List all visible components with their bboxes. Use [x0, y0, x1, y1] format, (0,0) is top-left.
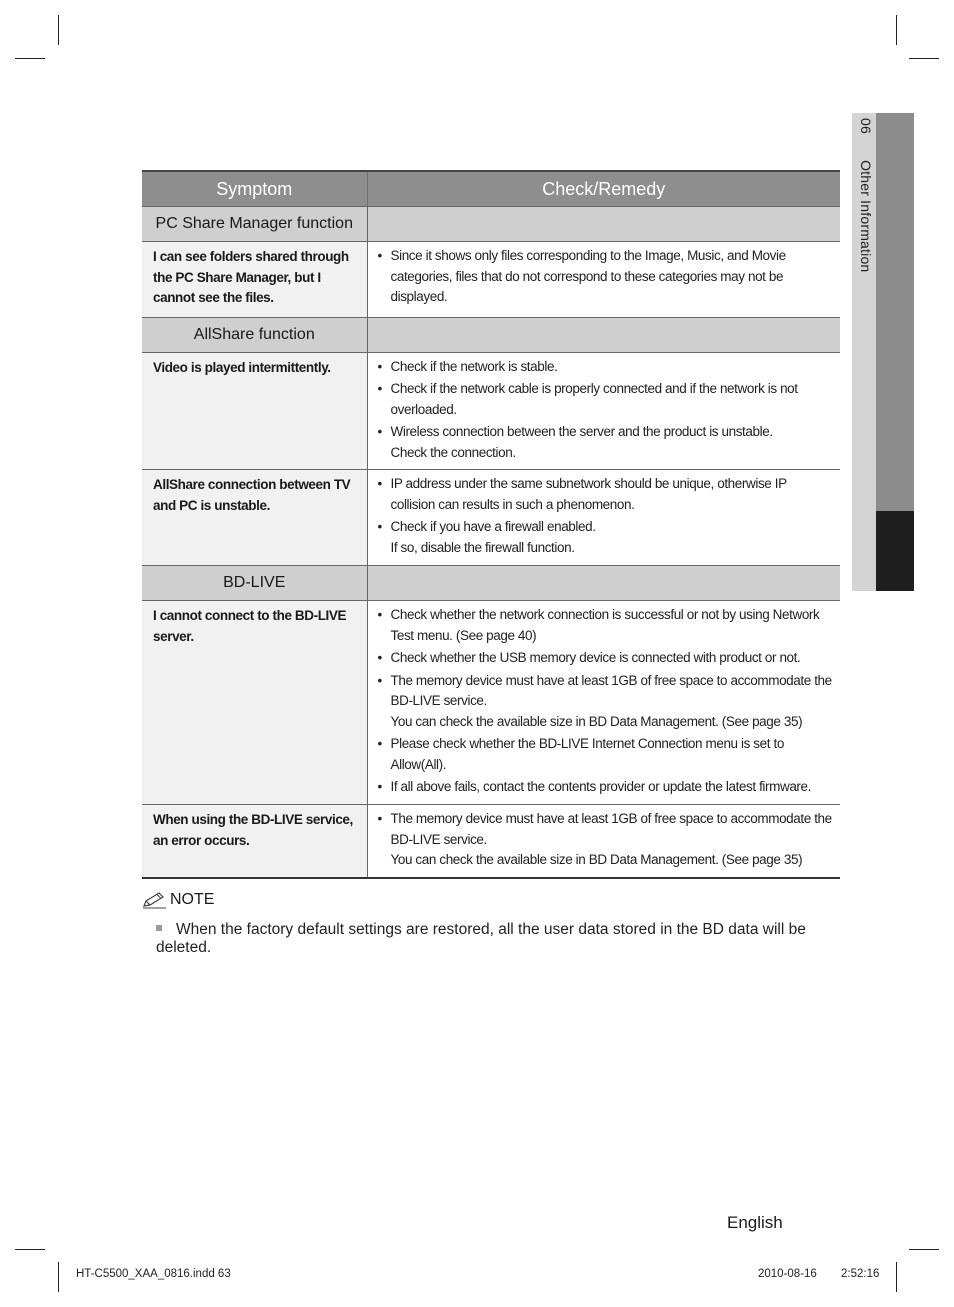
remedy-list — [378, 605, 833, 798]
section-title: BD-LIVE — [142, 566, 367, 601]
section-row — [142, 317, 840, 352]
troubleshooting-table — [142, 170, 840, 879]
table-row — [142, 352, 840, 470]
remedy-list — [378, 809, 833, 871]
footer-date: 2010-08-16 — [758, 1268, 817, 1280]
list-item — [378, 379, 833, 420]
table-row — [142, 601, 840, 805]
section-row — [142, 207, 840, 242]
symptom-cell: I can see folders shared through the PC Share Manager, but I cannot see the files. — [142, 242, 367, 318]
symptom-header: Symptom — [142, 171, 367, 207]
note-item — [156, 921, 846, 957]
section-row — [142, 566, 840, 601]
crop-mark — [15, 1249, 45, 1250]
remedy-list — [378, 474, 833, 558]
remedy-list — [378, 246, 833, 308]
remedy-text: Since it shows only files corresponding to the Image, Music, and Movie categories, files that do not correspond to these categories may not be displayed. — [390, 248, 786, 304]
remedy-text: The memory device must have at least 1GB of free space to accommodate the BD-LIVE service. — [390, 811, 832, 847]
remedy-header: Check/Remedy — [367, 171, 840, 207]
footer-file: HT-C5500_XAA_0816.indd 63 — [76, 1268, 231, 1280]
crop-mark — [58, 1262, 59, 1292]
chapter-number: 06 — [858, 118, 874, 134]
list-item — [378, 474, 833, 515]
list-item — [378, 246, 833, 308]
remedy-cell — [367, 805, 840, 878]
remedy-cell — [367, 601, 840, 805]
list-item — [378, 605, 833, 646]
remedy-extra-text: You can check the available size in BD Data Management. (See page 35) — [390, 852, 803, 867]
list-item — [378, 734, 833, 775]
remedy-extra-text: Check the connection. — [390, 444, 516, 460]
section-title: PC Share Manager function — [142, 207, 367, 242]
remedy-text: Check if the network cable is properly connected and if the network is not overloaded. — [390, 381, 798, 417]
section-title: AllShare function — [142, 317, 367, 352]
table-row — [142, 470, 840, 566]
pencil-icon — [142, 891, 168, 909]
remedy-text: Check if the network is stable. — [390, 358, 558, 374]
remedy-text: Check whether the network connection is successful or not by using Network Test menu. (See page 40) — [390, 607, 820, 643]
list-item — [378, 422, 833, 463]
symptom-cell: Video is played intermittently. — [142, 352, 367, 470]
crop-mark — [15, 58, 45, 59]
crop-mark — [896, 1262, 897, 1292]
table-body — [142, 207, 840, 878]
side-tab-marker — [876, 511, 914, 591]
note-heading — [142, 891, 214, 909]
square-bullet-icon — [156, 925, 162, 931]
remedy-text: Please check whether the BD-LIVE Internet Connection menu is set to Allow(All). — [390, 736, 784, 772]
remedy-text: If all above fails, contact the contents provider or update the latest firmware. — [390, 779, 811, 794]
chapter-title: Other Information — [858, 160, 874, 273]
crop-mark — [58, 15, 59, 45]
footer-time: 2:52:16 — [841, 1268, 880, 1280]
remedy-list — [378, 357, 833, 464]
chapter-label — [852, 118, 874, 318]
remedy-extra-text: You can check the available size in BD Data Management. (See page 35) — [390, 713, 803, 729]
remedy-text: Check whether the USB memory device is connected with product or not. — [390, 650, 801, 665]
language-label: English — [727, 1213, 783, 1232]
section-blank-cell — [367, 317, 840, 352]
symptom-cell: AllShare connection between TV and PC is unstable. — [142, 470, 367, 566]
list-item — [378, 777, 833, 798]
symptom-cell: When using the BD-LIVE service, an error occurs. — [142, 805, 367, 878]
remedy-cell — [367, 352, 840, 470]
remedy-text: The memory device must have at least 1GB of free space to accommodate the BD-LIVE service. — [390, 672, 832, 708]
list-item — [378, 357, 833, 378]
symptom-cell: I cannot connect to the BD-LIVE server. — [142, 601, 367, 805]
list-item — [378, 671, 833, 733]
section-blank-cell — [367, 566, 840, 601]
note-label: NOTE — [170, 891, 215, 908]
table-row — [142, 242, 840, 318]
crop-mark — [896, 15, 897, 45]
table-row — [142, 805, 840, 878]
crop-mark — [909, 1249, 939, 1250]
list-item — [378, 517, 833, 558]
remedy-text: Wireless connection between the server and the product is unstable. — [390, 424, 773, 439]
list-item — [378, 809, 833, 871]
table-header-row — [142, 171, 840, 207]
remedy-text: IP address under the same subnetwork should be unique, otherwise IP collision can results in such a phenomenon. — [390, 476, 787, 512]
remedy-cell — [367, 470, 840, 566]
remedy-extra-text: If so, disable the firewall function. — [390, 539, 575, 555]
list-item — [378, 648, 833, 669]
note-text: When the factory default settings are restored, all the user data stored in the BD data will be deleted. — [156, 921, 806, 956]
remedy-cell — [367, 242, 840, 318]
crop-mark — [909, 58, 939, 59]
section-blank-cell — [367, 207, 840, 242]
remedy-text: Check if you have a firewall enabled. — [390, 519, 596, 534]
